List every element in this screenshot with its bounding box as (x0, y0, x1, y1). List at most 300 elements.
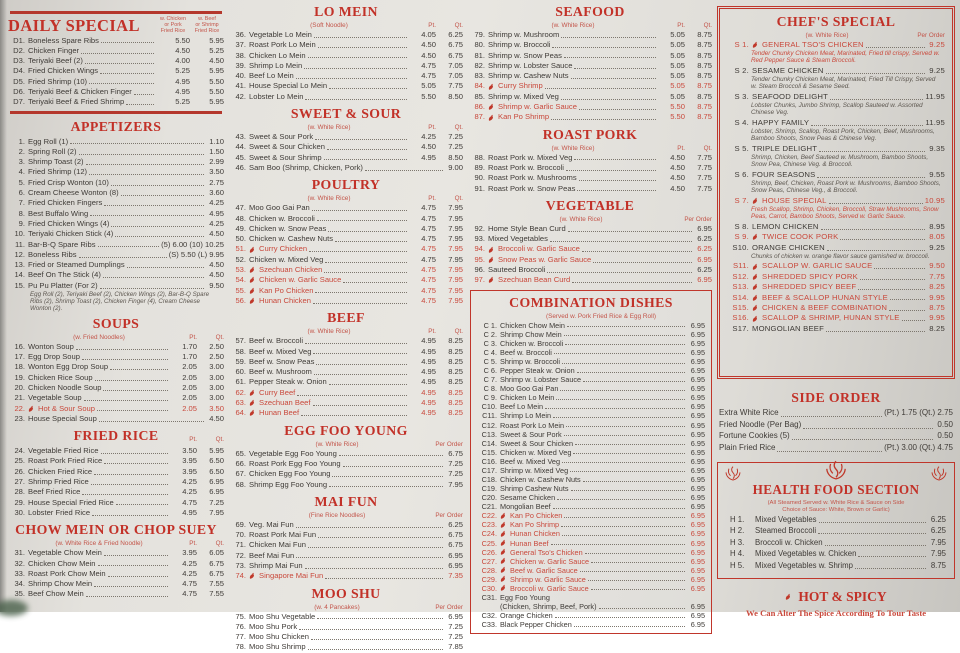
item-name: Shrimp Lo Mein (249, 60, 303, 70)
section-title-row (229, 176, 463, 194)
dotted-leader (312, 210, 407, 211)
dotted-leader (115, 236, 204, 237)
dotted-leader (830, 99, 923, 100)
menu-item (727, 222, 945, 232)
item-name: Pepper Steak w. Onion (500, 366, 575, 376)
chili-icon (500, 512, 508, 520)
section-header-row (8, 540, 224, 547)
section-title: POULTRY (311, 177, 381, 193)
menu-item (229, 520, 463, 530)
item-number: 9. (18, 218, 25, 228)
item-name: Shrimp Toast (2) (28, 157, 84, 167)
item-number: 6. (18, 188, 25, 198)
menu-item (8, 97, 224, 107)
item-name: Steamed Broccoli (755, 526, 817, 536)
item-price: 4.50 (209, 56, 224, 66)
item-name: Szechuan Chicken (259, 265, 323, 275)
item-number: C 5. (483, 356, 497, 366)
item-name: Sweet & Sour Shrimp (249, 152, 322, 162)
section-header-row (468, 22, 712, 29)
item-number: H 5. (730, 560, 745, 570)
menu-item (8, 219, 224, 229)
chili-icon (488, 83, 496, 91)
item-price: 6.95 (690, 502, 705, 512)
dotted-leader (86, 164, 204, 165)
item-name: Fried Noodle (Per Bag) (719, 419, 802, 429)
item-number: S 6. (734, 169, 749, 179)
item-price: 5.50 (209, 86, 224, 96)
menu-item (8, 209, 224, 219)
item-price: 7.95 (930, 549, 946, 559)
price-column-headers (658, 22, 712, 29)
chili-icon (488, 256, 497, 264)
dotted-leader (866, 47, 925, 48)
item-price: 8.95 (929, 221, 945, 231)
dotted-leader (314, 37, 407, 38)
item-price: 4.75 (421, 244, 436, 254)
item-price: 7.95 (448, 254, 463, 264)
dotted-leader (318, 47, 407, 48)
item-name: Vegetable Chow Mein (28, 548, 102, 558)
item-number: S12. (732, 271, 749, 281)
dotted-leader (104, 555, 168, 556)
chili-icon (500, 584, 509, 592)
menu-item (477, 539, 705, 548)
item-number: 69. (235, 519, 246, 529)
item-number: 50. (235, 234, 246, 244)
chili-icon (488, 103, 497, 111)
dotted-leader (305, 343, 407, 344)
section-title-row (727, 13, 945, 31)
item-name: Beef Lo Mein (500, 402, 543, 412)
price-column-label: Pt. (428, 195, 436, 203)
menu-item (8, 229, 224, 239)
menu-item (477, 393, 705, 402)
item-name: Roast Pork w. Broccoli (488, 162, 564, 172)
dotted-leader (554, 353, 685, 354)
item-price: 6.95 (690, 474, 705, 484)
menu-item (8, 362, 224, 372)
section-subtitle: (w. White Rice) (307, 328, 351, 336)
price-column-label: Per Order (684, 215, 712, 223)
item-name: SESAME CHICKEN (752, 65, 824, 75)
menu-item (468, 234, 712, 244)
item-number: D7. (13, 97, 25, 107)
item-number: 83. (474, 71, 485, 81)
dotted-leader (575, 444, 685, 445)
menu-item (229, 540, 463, 550)
item-number: 39. (235, 60, 246, 70)
dotted-leader (318, 537, 443, 538)
item-number: C11. (482, 411, 497, 421)
dotted-leader (550, 241, 692, 242)
item-price: 6.95 (690, 602, 705, 612)
price-column-header-line: or Pork (164, 21, 182, 28)
item-price: 5.25 (175, 66, 190, 76)
item-name: Roast Pork Fried Rice (28, 456, 103, 466)
item-number: 44. (235, 142, 246, 152)
menu-item (477, 330, 705, 339)
item-name: Mixed Vegetables (755, 514, 817, 524)
item-name: Wonton Soup (28, 341, 74, 351)
dotted-leader (308, 57, 407, 58)
chili-icon (28, 405, 36, 413)
dotted-leader (70, 143, 204, 144)
menu-item (468, 92, 712, 102)
dotted-leader (583, 481, 685, 482)
item-number: S 3. (734, 91, 749, 101)
dotted-leader (567, 326, 685, 327)
item-price: 4.95 (209, 208, 224, 218)
item-name: Beef w. Snow Peas (249, 356, 315, 366)
dotted-leader (332, 476, 443, 477)
menu-item (726, 526, 946, 537)
item-number: 51. (235, 244, 246, 254)
dotted-leader (98, 246, 160, 247)
item-price: 6.95 (209, 487, 224, 497)
item-name: Beef w. Broccoli (500, 347, 552, 357)
price-column-headers (425, 512, 463, 519)
price-column-label: Pt. (189, 333, 197, 341)
menu-item (468, 112, 712, 122)
chili-icon (500, 521, 508, 529)
chili-icon (249, 297, 257, 305)
menu-item (477, 593, 705, 602)
item-number: 53. (235, 265, 246, 275)
menu-item (229, 469, 463, 479)
menu-item (477, 520, 705, 529)
section-header-row (477, 313, 705, 320)
item-price: 7.75 (697, 183, 712, 193)
item-name: Lobster Fried Rice (28, 507, 91, 517)
menu-item (8, 559, 224, 569)
item-number: 26. (14, 466, 25, 476)
dotted-leader (90, 215, 204, 216)
menu-item (229, 388, 463, 398)
price-column-headers (409, 195, 463, 202)
item-number: C 7. (483, 375, 497, 385)
dotted-leader (81, 53, 154, 54)
item-number: 71. (235, 540, 246, 550)
item-price: 8.75 (697, 60, 712, 70)
dotted-leader (826, 331, 925, 332)
chili-icon (752, 197, 761, 205)
item-number: C 3. (483, 338, 497, 348)
item-name: Shrimp w. Garlic Sauce (498, 102, 577, 112)
item-price: 8.75 (697, 112, 712, 122)
item-price: 6.50 (209, 456, 224, 466)
menu-item (477, 493, 705, 502)
section-egg-foo-young (229, 422, 463, 490)
item-name: Roast Pork w. Mixed Veg (488, 152, 573, 162)
section-subtitle: (Soft Noodle) (310, 22, 348, 29)
dotted-leader (327, 149, 407, 150)
item-price: 7.95 (209, 507, 224, 517)
dotted-leader (817, 177, 925, 178)
item-price: 3.95 (182, 456, 197, 466)
item-name: Lobster Lo Mein (249, 91, 304, 101)
dotted-leader (902, 320, 925, 321)
menu-item (468, 184, 712, 194)
item-price: 6.95 (697, 223, 712, 233)
item-name: Chicken Noodle Soup (28, 383, 102, 392)
item-name: Roast Pork Mai Fun (249, 530, 317, 540)
price-column-header-line: Fried Rice (160, 27, 186, 34)
item-number: 5. (18, 177, 25, 187)
item-price: (Pt.) 1.75 (Qt.) 2.75 (884, 408, 953, 417)
item-number: C23. (481, 520, 497, 530)
item-number: 22. (14, 403, 25, 413)
price-column-label: Qt. (215, 436, 224, 444)
menu-item (727, 303, 945, 313)
chili-icon (752, 304, 760, 312)
item-price: 7.75 (697, 173, 712, 183)
item-number: C25. (481, 538, 497, 548)
menu-item (229, 571, 463, 581)
item-price: 3.00 (209, 383, 224, 392)
menu-item (8, 352, 224, 362)
item-price: 2.05 (182, 372, 197, 382)
dotted-leader (343, 282, 407, 283)
item-number: 28. (14, 487, 25, 497)
dotted-leader (568, 231, 692, 232)
price-column-header (156, 17, 190, 35)
item-name: Beef w. Mushroom (249, 367, 312, 377)
item-name: Extra White Rice (719, 408, 779, 417)
item-number: 62. (235, 387, 246, 397)
item-price: 6.75 (448, 530, 463, 540)
item-number: 10. (14, 229, 25, 239)
menu-item (8, 393, 224, 403)
item-price: 0.50 (937, 419, 953, 429)
item-number: C 4. (483, 347, 497, 357)
item-name: Roast Pork w. Mushrooms (488, 173, 577, 183)
section-vegetable (468, 197, 712, 286)
chili-icon (752, 273, 761, 281)
item-number: 59. (235, 356, 246, 366)
chili-icon (249, 389, 257, 397)
item-price: 7.75 (448, 81, 463, 91)
menu-item (477, 529, 705, 538)
item-name: Roast Pork Egg Foo Young (249, 458, 341, 468)
menu-item (477, 421, 705, 430)
item-name: Moo Goo Gai Pan (249, 203, 310, 213)
item-price: 6.75 (209, 568, 224, 578)
item-price: 6.05 (209, 548, 224, 558)
item-price: 7.25 (448, 458, 463, 468)
chili-icon (752, 315, 760, 323)
chili-icon (488, 83, 497, 91)
menu-column-2 (229, 2, 463, 652)
item-number: 89. (474, 162, 485, 172)
menu-item (8, 548, 224, 558)
item-number: 74. (235, 571, 246, 581)
price-column-label: Pt. (428, 328, 436, 336)
item-price: 4.75 (421, 265, 436, 275)
dotted-leader (89, 83, 154, 84)
dotted-leader (89, 174, 204, 175)
item-name: Fried or Steamed Dumplings (28, 260, 125, 270)
section-title-row (8, 118, 224, 136)
item-number: 63. (235, 398, 246, 408)
dotted-leader (562, 535, 685, 536)
menu-item (477, 348, 705, 357)
item-price: 6.95 (690, 329, 705, 339)
item-name: Wonton Egg Drop Soup (28, 362, 109, 372)
item-name: Broccoli w. Garlic Sauce (510, 583, 589, 593)
dotted-leader (564, 517, 685, 518)
item-name: Fried Shrimp (10) (28, 76, 88, 86)
item-price: 9.35 (929, 143, 945, 153)
chili-icon (752, 41, 760, 49)
menu-item (229, 142, 463, 152)
item-number: S 5. (734, 143, 749, 153)
item-number: C30. (481, 583, 497, 593)
dotted-leader (811, 125, 923, 126)
item-number: S15. (732, 302, 749, 312)
item-number: 8. (18, 208, 25, 218)
item-price: 11.95 (925, 91, 945, 101)
menu-item (8, 414, 224, 424)
item-name: Chicken w. Mixed Veg (500, 447, 572, 457)
item-price: 9.50 (929, 261, 945, 271)
item-name: Moo Shu Shrimp (249, 642, 306, 652)
menu-item (8, 56, 224, 66)
menu-item (8, 250, 224, 260)
section-health-food (717, 462, 955, 579)
dotted-leader (557, 499, 685, 500)
dotted-leader (315, 139, 407, 140)
price-column-headers (425, 604, 463, 611)
item-name: Best Buffalo Wing (28, 208, 89, 218)
dotted-leader (577, 372, 685, 373)
item-price: 2.05 (182, 403, 197, 413)
item-name: Spring Roll (2) (28, 146, 77, 156)
dotted-leader (103, 390, 168, 391)
item-number: S 1. (734, 40, 749, 49)
dotted-leader (329, 384, 407, 385)
dotted-leader (308, 547, 443, 548)
item-name: Shrimp Mai Fun (249, 560, 303, 570)
price-column-headers (170, 436, 224, 443)
dotted-leader (296, 527, 443, 528)
item-price: 8.75 (697, 81, 712, 91)
section-subtitle: (w. White Rice) (307, 195, 351, 203)
price-column-headers (409, 124, 463, 131)
chili-icon (488, 246, 496, 254)
item-price: 6.95 (690, 611, 705, 621)
section-appetizers (8, 118, 224, 312)
item-name: House Special Lo Mein (249, 81, 328, 91)
item-price: 7.55 (209, 579, 224, 589)
dotted-leader (566, 426, 685, 427)
item-price: 7.25 (448, 142, 463, 152)
dotted-leader (565, 344, 685, 345)
item-number: 88. (474, 152, 485, 162)
dotted-leader (317, 220, 407, 221)
item-price: 4.95 (421, 152, 436, 162)
item-price: 4.50 (670, 152, 685, 162)
menu-item (477, 357, 705, 366)
item-number: 40. (235, 71, 246, 81)
item-name: Snow Peas w. Garlic Sauce (498, 254, 592, 264)
menu-item (8, 77, 224, 87)
item-number: C21. (481, 502, 497, 512)
item-number: 47. (235, 203, 246, 213)
item-price: 9.95 (929, 313, 945, 323)
item-price: 5.95 (209, 446, 224, 456)
item-name: Fried Chicken Wings (28, 66, 99, 76)
dotted-leader (574, 68, 656, 69)
chili-icon (500, 521, 509, 529)
item-name: Kan Po Chicken (510, 511, 563, 521)
chili-icon (500, 512, 509, 520)
item-name: HAPPY FAMILY (752, 117, 810, 127)
section-title-row (8, 427, 224, 445)
section-title-row (468, 3, 712, 21)
section-title: BEEF (327, 310, 365, 326)
item-name: Egg Roll (1) (28, 136, 69, 146)
item-price: 4.50 (421, 142, 436, 152)
dotted-leader (116, 504, 168, 505)
section-title: SWEET & SOUR (290, 106, 402, 122)
menu-item (477, 557, 705, 566)
dotted-leader (889, 310, 925, 311)
item-number: 73. (235, 560, 246, 570)
menu-item (468, 163, 712, 173)
price-column-label: Pt. (189, 540, 197, 548)
item-price: 8.50 (448, 91, 463, 101)
chili-icon (752, 233, 760, 241)
item-name: Chicken Lo Mein (249, 50, 306, 60)
item-number: S 8. (734, 221, 749, 231)
item-price: 4.25 (209, 218, 224, 228)
item-name: Broccoli w. Garlic Sauce (498, 244, 580, 254)
item-price: 5.05 (670, 71, 685, 81)
item-price: 2.05 (182, 383, 197, 392)
item-price: 4.50 (209, 413, 224, 423)
dotted-leader (313, 353, 407, 354)
item-name: Pepper Steak w. Onion (249, 377, 327, 387)
section-title: COMBINATION DISHES (509, 294, 673, 310)
item-price: 6.95 (690, 338, 705, 348)
item-name: Veg. Mai Fun (249, 519, 294, 529)
section-title-row (229, 422, 463, 440)
section-title: HEALTH FOOD SECTION (752, 482, 920, 497)
chili-icon (752, 294, 761, 302)
item-price: 6.95 (690, 556, 705, 566)
item-price: 6.95 (690, 574, 705, 584)
item-price: 6.95 (690, 520, 705, 530)
item-name: Moo Shu Chicken (249, 632, 309, 642)
item-name: CHICKEN & BEEF COMBINATION (762, 302, 888, 312)
item-number: 11. (15, 239, 25, 249)
menu-item (229, 551, 463, 561)
chili-icon (249, 297, 258, 305)
dotted-leader (566, 170, 656, 171)
item-number: 58. (235, 346, 246, 356)
dotted-leader (79, 154, 204, 155)
section-title-row (719, 389, 953, 407)
menu-item (229, 40, 463, 50)
item-name: Shrimp w. Broccoli (500, 356, 561, 366)
item-name: General Tso's Chicken (510, 547, 583, 557)
section-title: SOUPS (92, 315, 140, 331)
price-column-label: Qt. (454, 124, 463, 132)
item-name: SCALLOP & SHRIMP, HUNAN STYLE (762, 313, 900, 323)
item-name: Beef Mai Fun (249, 550, 295, 560)
item-name: SEAFOOD DELIGHT (752, 91, 829, 101)
